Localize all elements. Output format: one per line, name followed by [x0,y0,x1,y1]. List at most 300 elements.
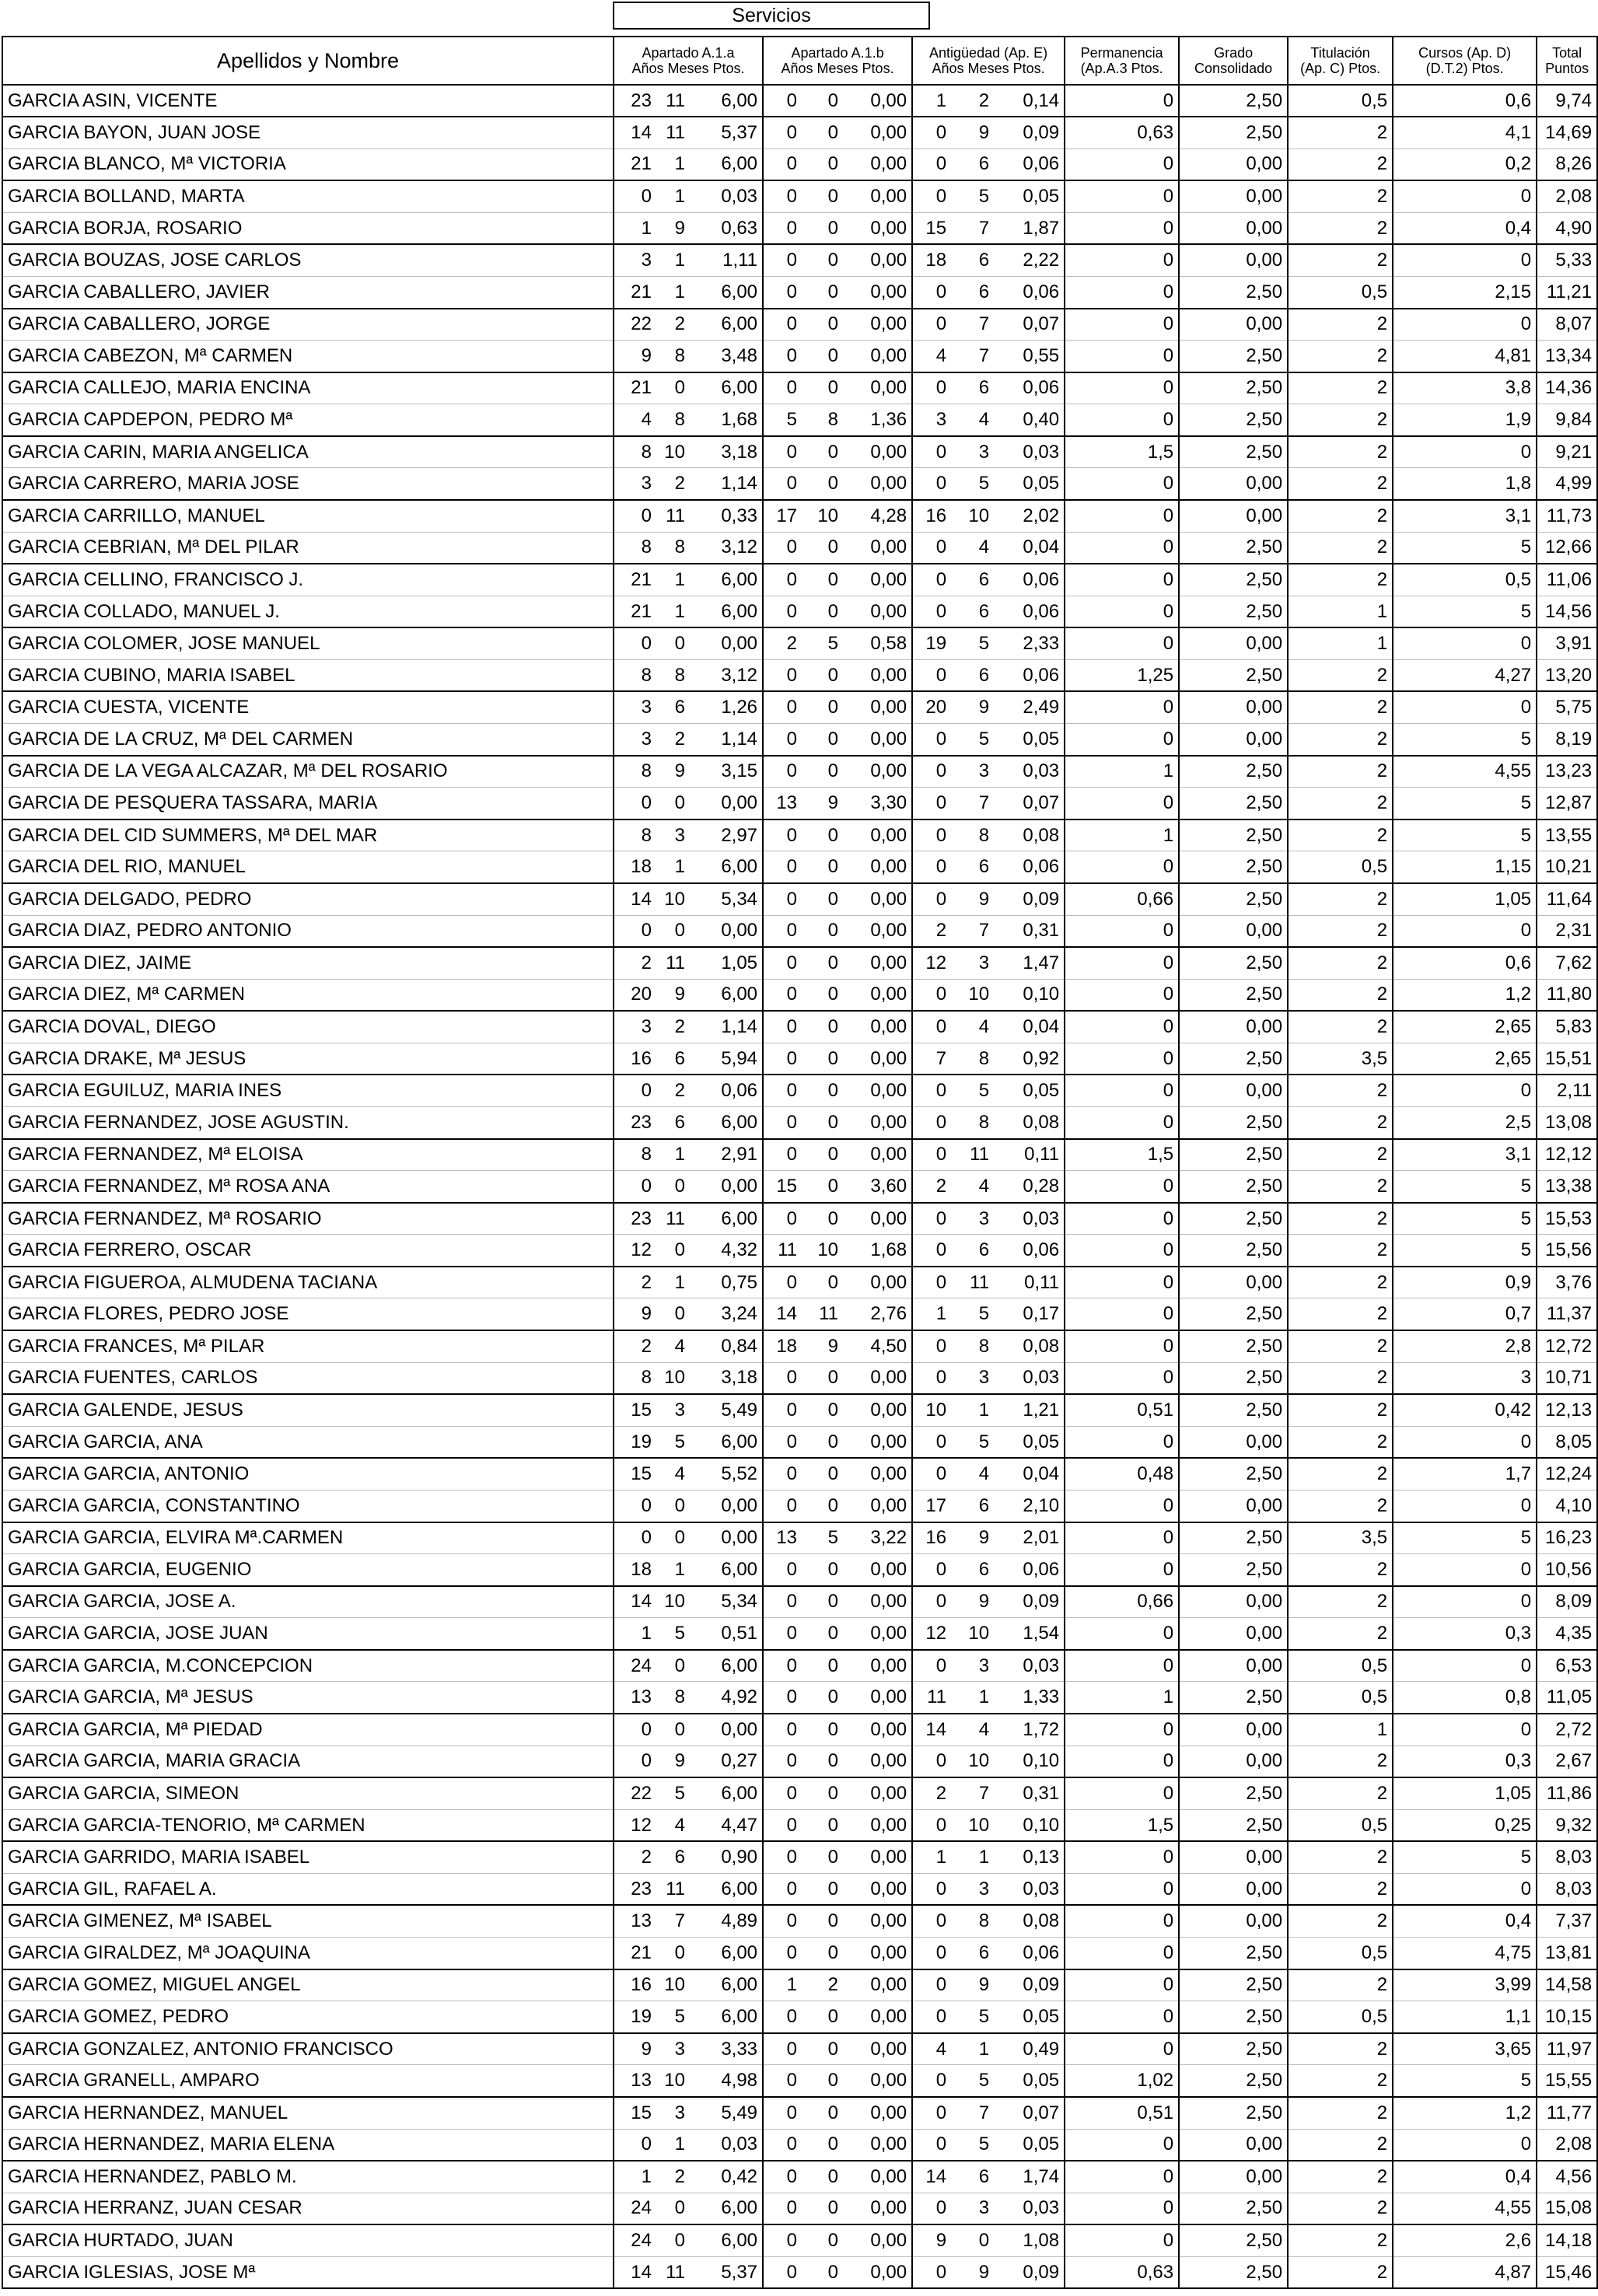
cell-a1a-ptos: 5,34 [687,883,763,915]
cell-name: GARCIA DE LA VEGA ALCAZAR, Mª DEL ROSARIO [2,756,614,788]
cell-a1a-ptos: 0,90 [687,1841,763,1873]
cell-a1a-anos: 9 [614,1298,656,1330]
cell-a1a-meses: 1 [656,244,687,276]
cell-name: GARCIA GARCIA-TENORIO, Mª CARMEN [2,1809,614,1841]
cell-titulacion: 2 [1288,947,1393,979]
cell-a1a-ptos: 6,00 [687,1554,763,1586]
cell-antig-meses: 6 [951,372,991,404]
cell-name: GARCIA FUENTES, CARLOS [2,1362,614,1394]
cell-a1a-ptos: 6,00 [687,1873,763,1905]
table-row [2,2065,1597,2097]
cell-antig-ptos: 0,05 [991,2001,1065,2033]
cell-name: GARCIA DIEZ, Mª CARMEN [2,979,614,1011]
cell-a1b-ptos: 0,00 [841,1107,912,1139]
cell-a1a-meses: 5 [656,2001,687,2033]
cell-antig-meses: 7 [951,341,991,372]
cell-a1b-ptos: 0,00 [841,1650,912,1682]
cell-name: GARCIA GOMEZ, MIGUEL ANGEL [2,1969,614,2001]
cell-a1a-meses: 11 [656,85,687,117]
cell-a1b-ptos: 0,00 [841,2065,912,2097]
cell-a1b-ptos: 0,00 [841,564,912,596]
cell-antig-meses: 5 [951,724,991,756]
cell-grado: 2,50 [1179,436,1288,468]
cell-cursos: 3,8 [1393,372,1537,404]
cell-cursos: 0,25 [1393,1809,1537,1841]
cell-a1b-meses: 0 [802,1075,841,1106]
cell-cursos: 4,27 [1393,659,1537,691]
cell-a1a-ptos: 0,06 [687,1075,763,1106]
cell-a1b-ptos: 0,00 [841,2001,912,2033]
cell-a1b-anos: 0 [763,180,802,212]
cell-a1b-anos: 0 [763,1139,802,1171]
cell-a1a-meses: 0 [656,1714,687,1746]
cell-name: GARCIA IGLESIAS, JOSE Mª [2,2256,614,2288]
cell-antig-anos: 0 [912,1905,951,1937]
cell-name: GARCIA HERNANDEZ, MARIA ELENA [2,2129,614,2161]
cell-antig-anos: 0 [912,851,951,883]
cell-antig-anos: 0 [912,1969,951,2001]
cell-a1a-meses: 5 [656,1777,687,1809]
cell-titulacion: 2 [1288,1426,1393,1458]
table-row [2,724,1597,756]
cell-a1a-ptos: 5,37 [687,117,763,149]
cell-permanencia: 0 [1065,341,1179,372]
cell-a1a-anos: 0 [614,500,656,532]
cell-a1a-meses: 8 [656,404,687,436]
cell-antig-meses: 6 [951,851,991,883]
cell-a1b-meses: 0 [802,851,841,883]
cell-a1a-ptos: 5,94 [687,1043,763,1075]
points-table [2,36,1598,2289]
table-row [2,500,1597,532]
cell-a1b-ptos: 3,60 [841,1171,912,1203]
cell-total: 13,38 [1537,1171,1597,1203]
cell-titulacion: 2 [1288,756,1393,788]
cell-titulacion: 2 [1288,1139,1393,1171]
cell-a1a-anos: 23 [614,1203,656,1235]
cell-a1a-ptos: 5,37 [687,2256,763,2288]
cell-a1b-anos: 0 [763,1873,802,1905]
header-titulacion: Titulación (Ap. C) Ptos. [1288,37,1393,85]
cell-permanencia: 0 [1065,1490,1179,1522]
cell-a1b-ptos: 0,00 [841,1426,912,1458]
cell-antig-ptos: 0,10 [991,979,1065,1011]
cell-titulacion: 2 [1288,436,1393,468]
cell-cursos: 5 [1393,1841,1537,1873]
cell-a1b-meses: 0 [802,1586,841,1618]
cell-a1a-anos: 14 [614,2256,656,2288]
cell-a1b-meses: 0 [802,1426,841,1458]
cell-a1a-meses: 2 [656,1011,687,1043]
cell-antig-anos: 0 [912,788,951,820]
cell-total: 8,09 [1537,1586,1597,1618]
cell-grado: 2,50 [1179,1203,1288,1235]
cell-antig-meses: 6 [951,659,991,691]
cell-name: GARCIA CUBINO, MARIA ISABEL [2,659,614,691]
cell-antig-meses: 5 [951,2001,991,2033]
cell-antig-meses: 6 [951,1490,991,1522]
cell-a1b-anos: 18 [763,1330,802,1362]
cell-a1a-ptos: 0,84 [687,1330,763,1362]
cell-a1b-meses: 0 [802,979,841,1011]
cell-total: 15,08 [1537,2193,1597,2224]
cell-cursos: 2,8 [1393,1330,1537,1362]
cell-a1b-ptos: 0,00 [841,883,912,915]
cell-name: GARCIA BORJA, ROSARIO [2,212,614,244]
cell-titulacion: 2 [1288,341,1393,372]
cell-total: 3,91 [1537,627,1597,659]
cell-titulacion: 2 [1288,2161,1393,2193]
cell-total: 10,71 [1537,1362,1597,1394]
cell-titulacion: 2 [1288,1554,1393,1586]
cell-titulacion: 2 [1288,2097,1393,2129]
cell-a1a-ptos: 0,42 [687,2161,763,2193]
cell-a1b-anos: 0 [763,691,802,723]
cell-titulacion: 2 [1288,1330,1393,1362]
cell-titulacion: 2 [1288,180,1393,212]
cell-a1a-anos: 14 [614,883,656,915]
cell-a1a-meses: 11 [656,1203,687,1235]
cell-titulacion: 2 [1288,2193,1393,2224]
cell-a1a-ptos: 0,51 [687,1618,763,1650]
cell-a1a-anos: 15 [614,2097,656,2129]
cell-antig-ptos: 0,04 [991,1458,1065,1490]
cell-name: GARCIA GARCIA, JOSE JUAN [2,1618,614,1650]
cell-cursos: 5 [1393,1522,1537,1554]
cell-a1b-anos: 0 [763,149,802,180]
cell-antig-meses: 5 [951,1298,991,1330]
cell-grado: 2,50 [1179,947,1288,979]
cell-a1b-anos: 0 [763,1394,802,1426]
cell-antig-anos: 0 [912,468,951,500]
cell-total: 13,20 [1537,659,1597,691]
cell-grado: 2,50 [1179,820,1288,851]
cell-a1b-ptos: 0,00 [841,1777,912,1809]
cell-total: 3,76 [1537,1267,1597,1298]
cell-antig-anos: 0 [912,372,951,404]
table-row [2,1362,1597,1394]
cell-antig-meses: 10 [951,979,991,1011]
cell-a1a-anos: 19 [614,1426,656,1458]
table-row [2,1618,1597,1650]
cell-total: 7,62 [1537,947,1597,979]
cell-name: GARCIA GARRIDO, MARIA ISABEL [2,1841,614,1873]
cell-permanencia: 0,66 [1065,1586,1179,1618]
cell-cursos: 1,05 [1393,1777,1537,1809]
cell-antig-ptos: 0,06 [991,1554,1065,1586]
cell-name: GARCIA CARRERO, MARIA JOSE [2,468,614,500]
table-row [2,212,1597,244]
cell-a1b-ptos: 0,00 [841,2193,912,2224]
cell-antig-meses: 7 [951,788,991,820]
cell-cursos: 2,15 [1393,276,1537,308]
cell-a1a-anos: 8 [614,1362,656,1394]
cell-grado: 2,50 [1179,1522,1288,1554]
cell-a1a-anos: 22 [614,309,656,341]
cell-a1a-meses: 8 [656,532,687,564]
cell-a1b-ptos: 0,00 [841,276,912,308]
cell-a1b-ptos: 4,28 [841,500,912,532]
cell-total: 11,05 [1537,1682,1597,1714]
table-row [2,404,1597,436]
cell-a1b-anos: 0 [763,1043,802,1075]
cell-total: 9,84 [1537,404,1597,436]
cell-grado: 0,00 [1179,500,1288,532]
cell-grado: 2,50 [1179,1139,1288,1171]
cell-cursos: 5 [1393,724,1537,756]
cell-a1b-meses: 0 [802,117,841,149]
cell-titulacion: 2 [1288,979,1393,1011]
cell-titulacion: 2 [1288,404,1393,436]
cell-antig-meses: 5 [951,180,991,212]
cell-a1b-anos: 5 [763,404,802,436]
cell-antig-anos: 9 [912,2224,951,2256]
cell-a1b-ptos: 0,00 [841,1394,912,1426]
cell-cursos: 0 [1393,180,1537,212]
cell-a1b-anos: 0 [763,851,802,883]
cell-grado: 2,50 [1179,117,1288,149]
cell-antig-meses: 8 [951,820,991,851]
cell-cursos: 0 [1393,244,1537,276]
cell-a1a-anos: 12 [614,1235,656,1267]
cell-titulacion: 2 [1288,1362,1393,1394]
cell-titulacion: 2 [1288,468,1393,500]
cell-name: GARCIA GARCIA, ANTONIO [2,1458,614,1490]
cell-a1b-meses: 0 [802,276,841,308]
cell-name: GARCIA CAPDEPON, PEDRO Mª [2,404,614,436]
cell-antig-ptos: 0,06 [991,372,1065,404]
cell-a1a-anos: 2 [614,1841,656,1873]
cell-antig-meses: 5 [951,468,991,500]
cell-name: GARCIA DRAKE, Mª JESUS [2,1043,614,1075]
cell-name: GARCIA DIEZ, JAIME [2,947,614,979]
cell-a1a-meses: 11 [656,500,687,532]
cell-a1a-ptos: 6,00 [687,309,763,341]
cell-a1a-meses: 11 [656,1873,687,1905]
cell-grado: 2,50 [1179,756,1288,788]
cell-a1b-ptos: 0,00 [841,1938,912,1969]
cell-name: GARCIA DELGADO, PEDRO [2,883,614,915]
cell-cursos: 0,42 [1393,1394,1537,1426]
cell-total: 2,08 [1537,2129,1597,2161]
cell-a1a-ptos: 0,00 [687,788,763,820]
cell-a1b-ptos: 0,00 [841,341,912,372]
cell-cursos: 2,6 [1393,2224,1537,2256]
cell-a1b-anos: 0 [763,1650,802,1682]
cell-total: 11,77 [1537,2097,1597,2129]
cell-grado: 2,50 [1179,1235,1288,1267]
cell-a1b-anos: 0 [763,1011,802,1043]
cell-a1a-meses: 10 [656,1362,687,1394]
cell-total: 11,64 [1537,883,1597,915]
cell-antig-anos: 0 [912,1330,951,1362]
cell-a1a-anos: 9 [614,2033,656,2065]
cell-cursos: 0 [1393,436,1537,468]
cell-a1a-meses: 2 [656,468,687,500]
table-row [2,309,1597,341]
cell-cursos: 0,6 [1393,947,1537,979]
cell-permanencia: 0 [1065,1938,1179,1969]
cell-antig-ptos: 0,07 [991,309,1065,341]
cell-name: GARCIA DOVAL, DIEGO [2,1011,614,1043]
cell-antig-anos: 0 [912,1586,951,1618]
cell-antig-meses: 6 [951,1235,991,1267]
cell-a1b-ptos: 0,00 [841,1011,912,1043]
cell-antig-ptos: 0,14 [991,85,1065,117]
cell-antig-ptos: 1,72 [991,1714,1065,1746]
cell-a1a-meses: 0 [656,1490,687,1522]
cell-cursos: 0,3 [1393,1746,1537,1777]
cell-grado: 0,00 [1179,309,1288,341]
cell-a1a-ptos: 6,00 [687,85,763,117]
cell-a1a-ptos: 4,89 [687,1905,763,1937]
cell-a1b-anos: 0 [763,468,802,500]
cell-a1a-anos: 8 [614,532,656,564]
cell-antig-ptos: 0,11 [991,1139,1065,1171]
cell-a1a-meses: 1 [656,2129,687,2161]
cell-antig-ptos: 0,03 [991,2193,1065,2224]
cell-titulacion: 2 [1288,1267,1393,1298]
table-row [2,820,1597,851]
cell-antig-ptos: 0,06 [991,276,1065,308]
cell-total: 8,03 [1537,1873,1597,1905]
cell-a1b-ptos: 0,00 [841,2161,912,2193]
cell-a1a-meses: 1 [656,564,687,596]
cell-antig-anos: 0 [912,2193,951,2224]
cell-a1b-ptos: 0,00 [841,1043,912,1075]
cell-grado: 0,00 [1179,1650,1288,1682]
cell-antig-meses: 5 [951,1075,991,1106]
cell-antig-meses: 1 [951,1394,991,1426]
table-row [2,596,1597,627]
cell-grado: 0,00 [1179,1746,1288,1777]
table-row [2,1011,1597,1043]
cell-antig-ptos: 0,03 [991,1362,1065,1394]
cell-antig-anos: 0 [912,756,951,788]
cell-permanencia: 0 [1065,1075,1179,1106]
cell-antig-anos: 0 [912,1554,951,1586]
cell-grado: 2,50 [1179,564,1288,596]
cell-grado: 2,50 [1179,276,1288,308]
cell-antig-meses: 7 [951,915,991,947]
cell-cursos: 0,7 [1393,1298,1537,1330]
cell-grado: 2,50 [1179,2097,1288,2129]
cell-a1b-ptos: 0,00 [841,1873,912,1905]
cell-a1a-meses: 6 [656,1043,687,1075]
table-row [2,851,1597,883]
cell-a1b-meses: 0 [802,756,841,788]
table-row [2,1298,1597,1330]
cell-total: 4,10 [1537,1490,1597,1522]
cell-permanencia: 0 [1065,1011,1179,1043]
cell-a1b-ptos: 0,00 [841,1682,912,1714]
cell-antig-meses: 1 [951,1841,991,1873]
cell-a1b-ptos: 0,00 [841,2097,912,2129]
cell-antig-meses: 6 [951,1554,991,1586]
cell-permanencia: 1 [1065,820,1179,851]
cell-titulacion: 2 [1288,309,1393,341]
cell-grado: 0,00 [1179,2129,1288,2161]
cell-a1a-meses: 0 [656,1650,687,1682]
cell-a1a-meses: 4 [656,1330,687,1362]
cell-a1a-ptos: 3,48 [687,341,763,372]
cell-a1b-anos: 0 [763,1267,802,1298]
cell-total: 10,56 [1537,1554,1597,1586]
cell-name: GARCIA FERNANDEZ, Mª ELOISA [2,1139,614,1171]
cell-antig-anos: 0 [912,2129,951,2161]
cell-a1b-ptos: 0,00 [841,659,912,691]
cell-a1b-anos: 0 [763,947,802,979]
cell-a1a-anos: 3 [614,1011,656,1043]
cell-name: GARCIA FLORES, PEDRO JOSE [2,1298,614,1330]
cell-antig-meses: 6 [951,244,991,276]
cell-cursos: 3 [1393,1362,1537,1394]
cell-a1b-meses: 0 [802,1873,841,1905]
cell-a1a-meses: 8 [656,659,687,691]
cell-a1a-ptos: 3,12 [687,659,763,691]
cell-a1a-anos: 2 [614,1330,656,1362]
cell-a1b-meses: 0 [802,2097,841,2129]
cell-antig-meses: 8 [951,1330,991,1362]
cell-a1a-ptos: 0,00 [687,1490,763,1522]
cell-a1a-meses: 10 [656,436,687,468]
cell-a1b-ptos: 0,00 [841,947,912,979]
cell-a1b-ptos: 0,00 [841,309,912,341]
table-row [2,436,1597,468]
cell-titulacion: 0,5 [1288,1682,1393,1714]
cell-a1a-meses: 0 [656,1938,687,1969]
cell-name: GARCIA CARRILLO, MANUEL [2,500,614,532]
cell-total: 2,72 [1537,1714,1597,1746]
cell-a1a-anos: 1 [614,1618,656,1650]
header-antiguedad: Antigüedad (Ap. E) Años Meses Ptos. [912,37,1065,85]
cell-a1b-anos: 0 [763,659,802,691]
cell-cursos: 1,05 [1393,883,1537,915]
cell-antig-ptos: 0,06 [991,149,1065,180]
cell-antig-anos: 19 [912,627,951,659]
cell-permanencia: 0 [1065,947,1179,979]
cell-a1b-anos: 0 [763,1746,802,1777]
cell-antig-ptos: 0,06 [991,1938,1065,1969]
cell-antig-anos: 0 [912,1873,951,1905]
table-row [2,1075,1597,1106]
cell-total: 8,26 [1537,149,1597,180]
cell-permanencia: 0 [1065,500,1179,532]
cell-a1b-meses: 0 [802,1267,841,1298]
table-row [2,2033,1597,2065]
cell-cursos: 0,5 [1393,564,1537,596]
cell-a1a-ptos: 6,00 [687,149,763,180]
cell-a1b-ptos: 1,68 [841,1235,912,1267]
cell-total: 8,03 [1537,1841,1597,1873]
cell-cursos: 0 [1393,1075,1537,1106]
cell-antig-anos: 16 [912,1522,951,1554]
cell-total: 7,37 [1537,1905,1597,1937]
cell-a1b-ptos: 0,00 [841,1841,912,1873]
cell-grado: 2,50 [1179,1107,1288,1139]
cell-name: GARCIA BAYON, JUAN JOSE [2,117,614,149]
cell-a1b-meses: 0 [802,1938,841,1969]
cell-total: 6,53 [1537,1650,1597,1682]
cell-a1b-ptos: 0,00 [841,1490,912,1522]
cell-total: 5,75 [1537,691,1597,723]
cell-a1b-ptos: 0,00 [841,851,912,883]
header-apartado-a1b: Apartado A.1.b Años Meses Ptos. [763,37,912,85]
cell-a1b-anos: 0 [763,979,802,1011]
table-row [2,883,1597,915]
cell-antig-ptos: 0,07 [991,2097,1065,2129]
cell-antig-ptos: 0,28 [991,1171,1065,1203]
